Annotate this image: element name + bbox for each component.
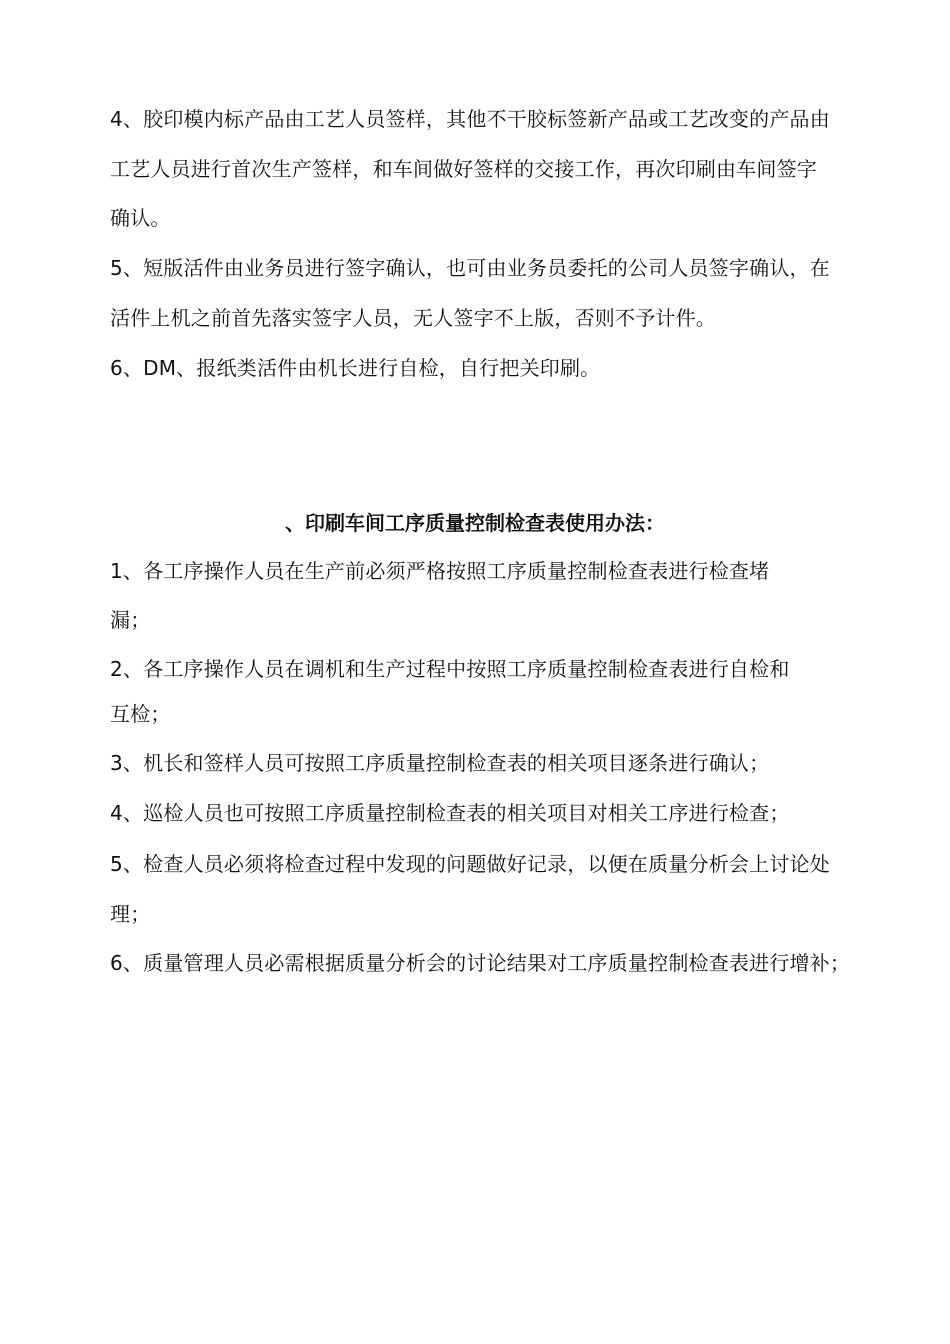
paragraph-line: 确认。 <box>110 206 171 230</box>
paragraph-line: 漏； <box>110 608 151 632</box>
paragraph-line: 工艺人员进行首次生产签样，和车间做好签样的交接工作，再次印刷由车间签字 <box>110 157 817 181</box>
paragraph-line: 6、质量管理人员必需根据质量分析会的讨论结果对工序质量控制检查表进行增补； <box>110 951 851 975</box>
paragraph-line: 理； <box>110 902 151 926</box>
paragraph-line: 活件上机之前首先落实签字人员，无人签字不上版，否则不予计件。 <box>110 306 716 330</box>
paragraph-line: 2、各工序操作人员在调机和生产过程中按照工序质量控制检查表进行自检和 <box>110 657 790 681</box>
paragraph-line: 5、检查人员必须将检查过程中发现的问题做好记录，以便在质量分析会上讨论处 <box>110 852 830 876</box>
paragraph-line: 1、各工序操作人员在生产前必须严格按照工序质量控制检查表进行检查堵 <box>110 559 770 583</box>
paragraph-line: 3、机长和签样人员可按照工序质量控制检查表的相关项目逐条进行确认； <box>110 751 770 775</box>
paragraph-line: 互检； <box>110 702 171 726</box>
paragraph-line: 4、巡检人员也可按照工序质量控制检查表的相关项目对相关工序进行检查； <box>110 801 790 825</box>
paragraph-line: 6、DM、报纸类活件由机长进行自检，自行把关印刷。 <box>110 356 601 380</box>
paragraph-line: 5、短版活件由业务员进行签字确认，也可由业务员委托的公司人员签字确认，在 <box>110 256 830 280</box>
section-heading: 、印刷车间工序质量控制检查表使用办法： <box>285 511 665 535</box>
paragraph-line: 4、胶印模内标产品由工艺人员签样，其他不干胶标签新产品或工艺改变的产品由 <box>110 107 830 131</box>
